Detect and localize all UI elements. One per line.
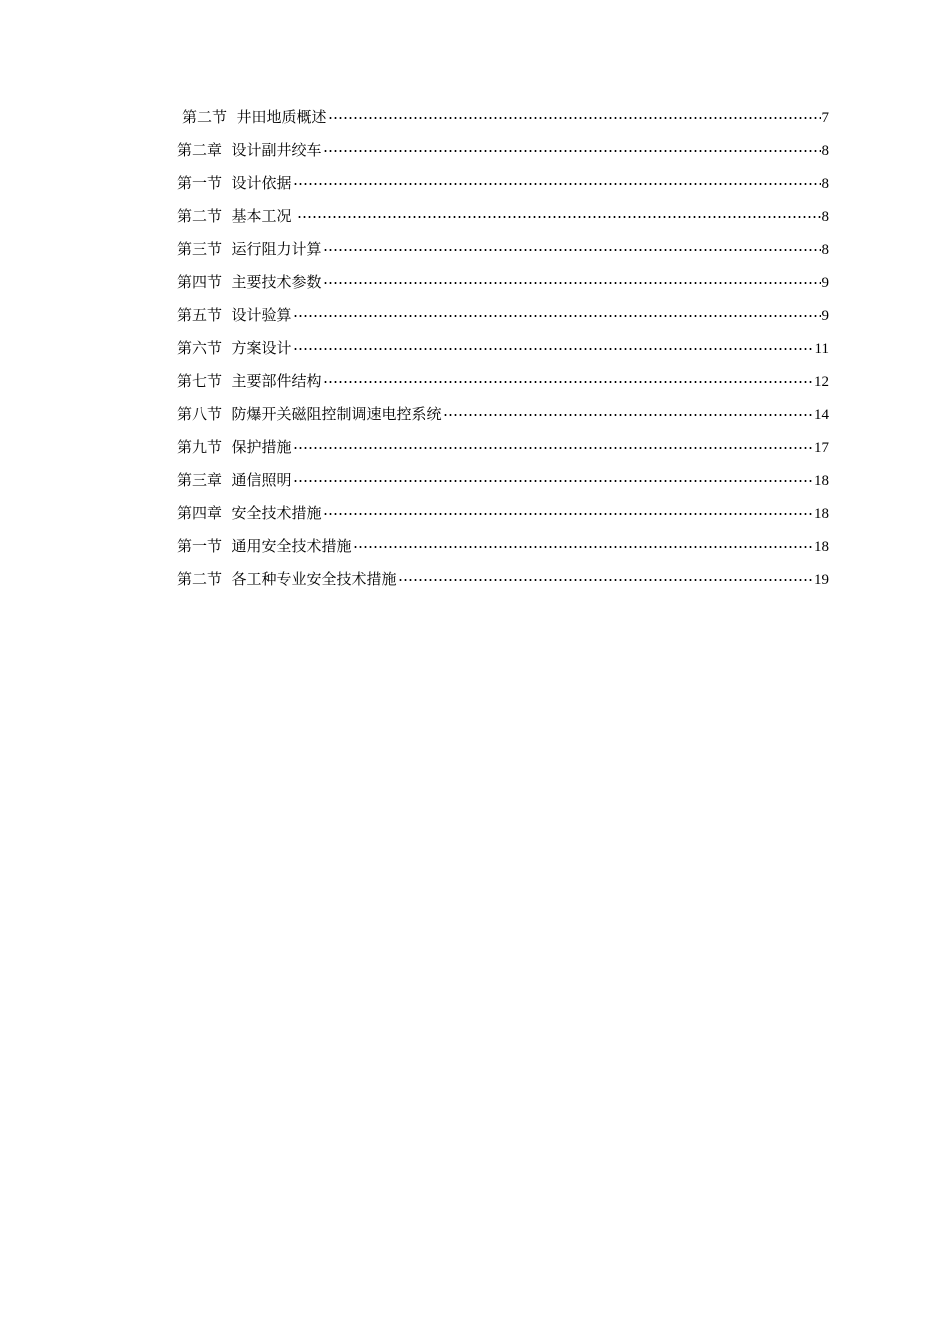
toc-entry-label: 第二节 基本工况 — [177, 207, 297, 225]
toc-leader-dots — [293, 447, 813, 449]
toc-leader-dots — [293, 183, 821, 185]
toc-entry[interactable] — [177, 569, 829, 602]
toc-entry-page: 8 — [821, 242, 829, 258]
toc-entry-page: 18 — [814, 539, 829, 555]
toc-entry-page: 19 — [814, 572, 829, 588]
toc-entry[interactable] — [177, 437, 829, 470]
toc-entry-label: 第九节 保护措施 — [177, 438, 292, 456]
toc-entry-label: 第八节 防爆开关磁阻控制调速电控系统 — [177, 405, 442, 423]
toc-entry-page: 14 — [814, 407, 829, 423]
toc-entry-page: 18 — [814, 506, 829, 522]
toc-entry-page: 18 — [814, 473, 829, 489]
toc-entry-page: 9 — [821, 275, 829, 291]
toc-entry-page: 8 — [821, 176, 829, 192]
toc-entry[interactable] — [177, 536, 829, 569]
toc-entry[interactable] — [177, 470, 829, 503]
toc-entry[interactable] — [177, 503, 829, 536]
toc-entry-label: 第二节 各工种专业安全技术措施 — [177, 570, 397, 588]
toc-entry[interactable] — [177, 338, 829, 371]
toc-entry[interactable] — [177, 371, 829, 404]
toc-leader-dots — [323, 282, 821, 284]
toc-leader-dots — [398, 579, 813, 581]
toc-leader-dots — [328, 117, 821, 119]
toc-entry-page: 9 — [821, 308, 829, 324]
toc-entry-label: 第三章 通信照明 — [177, 471, 292, 489]
toc-leader-dots — [293, 315, 821, 317]
toc-entry[interactable] — [177, 305, 829, 338]
toc-leader-dots — [443, 414, 813, 416]
toc-entry-label: 第六节 方案设计 — [177, 339, 292, 357]
toc-entry[interactable] — [177, 206, 829, 239]
toc-entry[interactable] — [177, 404, 829, 437]
toc-entry[interactable] — [177, 140, 829, 173]
toc-entry[interactable] — [177, 173, 829, 206]
toc-entry-page: 8 — [821, 209, 829, 225]
toc-entry-page: 11 — [814, 341, 829, 357]
toc-entry-label: 第二章 设计副井绞车 — [177, 141, 322, 159]
toc-leader-dots — [323, 381, 813, 383]
toc-entry-label: 第四章 安全技术措施 — [177, 504, 322, 522]
toc-leader-dots — [323, 249, 821, 251]
toc-entry[interactable] — [177, 239, 829, 272]
table-of-contents — [177, 107, 829, 602]
toc-entry-page: 7 — [821, 110, 829, 126]
toc-leader-dots — [293, 348, 814, 350]
toc-entry-label: 第五节 设计验算 — [177, 306, 292, 324]
toc-entry-page: 12 — [814, 374, 829, 390]
toc-leader-dots — [323, 150, 821, 152]
toc-leader-dots — [297, 216, 820, 218]
toc-entry-page: 17 — [814, 440, 829, 456]
toc-entry-label: 第二节 井田地质概述 — [182, 108, 327, 126]
toc-entry-label: 第一节 通用安全技术措施 — [177, 537, 352, 555]
toc-entry-label: 第七节 主要部件结构 — [177, 372, 322, 390]
toc-entry[interactable] — [177, 272, 829, 305]
toc-leader-dots — [323, 513, 813, 515]
toc-entry-label: 第四节 主要技术参数 — [177, 273, 322, 291]
toc-leader-dots — [293, 480, 813, 482]
toc-leader-dots — [353, 546, 813, 548]
toc-entry[interactable] — [177, 107, 829, 140]
toc-entry-label: 第三节 运行阻力计算 — [177, 240, 322, 258]
toc-entry-label: 第一节 设计依据 — [177, 174, 292, 192]
toc-entry-page: 8 — [821, 143, 829, 159]
